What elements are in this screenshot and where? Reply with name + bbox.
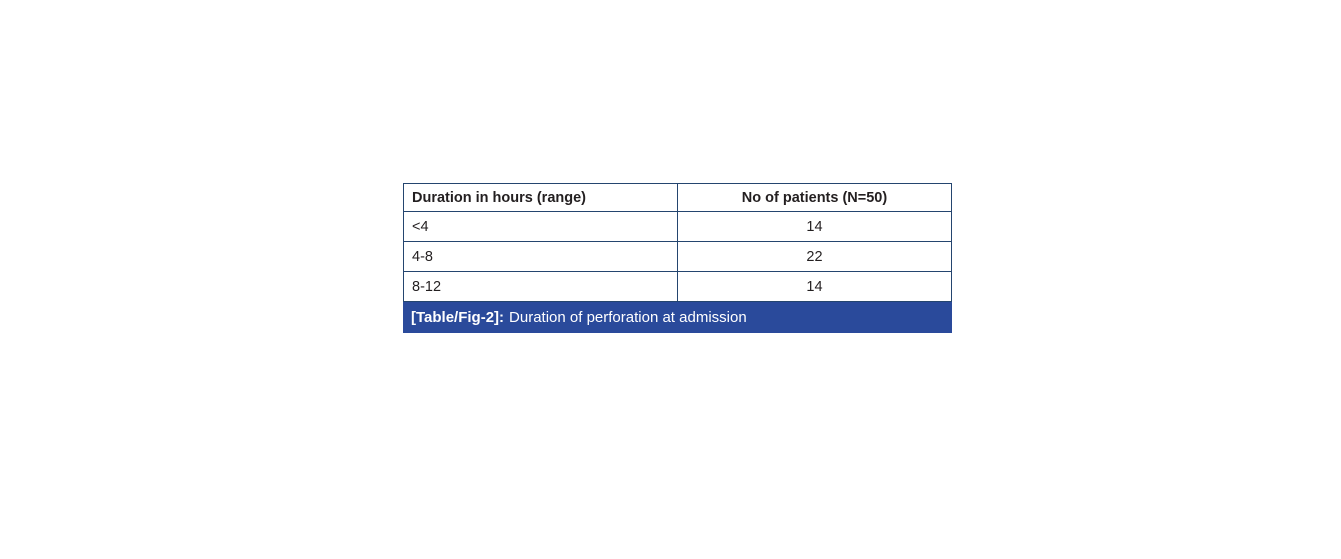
header-cell-patients: No of patients (N=50)	[678, 184, 952, 212]
table-caption	[403, 302, 952, 333]
cell-range: 4-8	[404, 242, 678, 272]
caption-text: Duration of perforation at admission	[509, 309, 747, 326]
cell-patients: 14	[678, 212, 952, 242]
cell-range: 8-12	[404, 272, 678, 302]
duration-table	[403, 183, 952, 302]
header-cell-duration: Duration in hours (range)	[404, 184, 678, 212]
cell-range: <4	[404, 212, 678, 242]
caption-label: [Table/Fig-2]:	[411, 309, 505, 326]
table-figure	[403, 183, 952, 333]
cell-patients: 14	[678, 272, 952, 302]
table-row	[404, 212, 952, 242]
cell-patients: 22	[678, 242, 952, 272]
table-row	[404, 272, 952, 302]
table-row	[404, 242, 952, 272]
table-header-row	[404, 184, 952, 212]
